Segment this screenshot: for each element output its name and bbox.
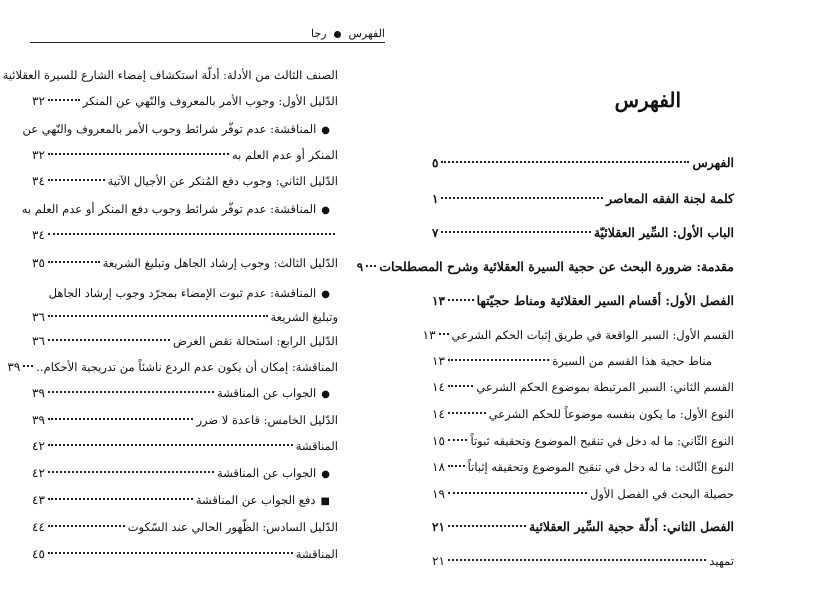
dot-leader bbox=[48, 498, 193, 500]
toc-page-number: ١٤ bbox=[432, 407, 445, 421]
toc-entry-text: الفصل الثاني: أدلّة حجية السِّير العقلائية bbox=[528, 519, 734, 534]
toc-entry-text: النوع الثّاني: ما له دخل في تنقيح الموضوع وتحقيقه ثبوتاً bbox=[470, 434, 734, 448]
toc-entry-title bbox=[477, 292, 734, 310]
toc-entry-title bbox=[296, 437, 338, 455]
toc-page-number: ٤٢ bbox=[32, 466, 45, 480]
dot-leader bbox=[48, 339, 170, 341]
dot-leader bbox=[48, 179, 105, 181]
round-bullet-icon: ● bbox=[321, 469, 330, 480]
toc-entry[interactable] bbox=[32, 437, 338, 455]
dot-leader bbox=[48, 233, 335, 235]
toc-page-number: ٣٦ bbox=[32, 334, 45, 348]
toc-entry-text: الصنف الثالث من الأدلة: أدلّة استكشاف إمضاء الشارع للسيرة العقلائية bbox=[2, 68, 338, 82]
round-bullet-icon: ● bbox=[321, 289, 330, 300]
toc-entry-title bbox=[232, 146, 338, 164]
toc-entry-text: تمهيد bbox=[709, 554, 734, 568]
toc-entry-text: المناقشة: عدم توفّر شرائط وجوب الأمر بالمعروف والنّهي عن bbox=[22, 122, 317, 136]
toc-page-number: ١٣ bbox=[432, 294, 445, 308]
toc-entry-text: المناقشة bbox=[295, 439, 338, 453]
dot-leader bbox=[48, 261, 100, 263]
dot-leader bbox=[448, 492, 587, 494]
toc-page-number: ١٥ bbox=[432, 434, 445, 448]
toc-entry-text: الدّليل الثاني: وجوب دفع المُنكر عن الأجيال الآتية bbox=[107, 174, 338, 188]
toc-entry-text: الفصل الأول: أقسام السير العقلائية ومناط حجيّتها bbox=[476, 293, 734, 308]
round-bullet-icon: ● bbox=[321, 125, 330, 136]
toc-entry-text: القسم الثاني: السير المرتبطة بموضوع الحكم الشرعي bbox=[476, 380, 734, 394]
toc-entry[interactable] bbox=[2, 66, 338, 84]
toc-entry-text: كلمة لجنة الفقه المعاصر bbox=[606, 191, 734, 206]
toc-entry[interactable] bbox=[432, 292, 734, 310]
toc-page-number: ٤٤ bbox=[32, 520, 45, 534]
toc-entry-title bbox=[196, 491, 330, 511]
dot-leader bbox=[48, 525, 125, 527]
toc-entry-text: الباب الأول: السِّير العقلائيّة bbox=[593, 225, 734, 240]
toc-entry[interactable] bbox=[432, 485, 734, 503]
toc-entry-text: دفع الجواب عن المناقشة bbox=[195, 493, 316, 507]
toc-entry-title bbox=[128, 518, 338, 536]
toc-entry-title bbox=[217, 464, 330, 484]
header-author: رجا bbox=[310, 27, 327, 40]
header-dot-icon bbox=[334, 31, 341, 38]
toc-entry[interactable] bbox=[356, 258, 734, 276]
toc-entry[interactable] bbox=[432, 518, 734, 536]
dot-leader bbox=[448, 412, 486, 414]
toc-page-number: ١٤ bbox=[432, 380, 445, 394]
toc-entry[interactable] bbox=[32, 464, 330, 484]
toc-page-number: ٣٩ bbox=[32, 413, 45, 427]
toc-entry-title bbox=[271, 308, 339, 326]
toc-entry[interactable] bbox=[32, 92, 338, 110]
toc-entry-title bbox=[3, 66, 338, 84]
toc-entry[interactable] bbox=[32, 411, 338, 429]
toc-entry-text: المناقشة: عدم توفّر شرائط وجوب دفع المنكر أو عدم العلم به bbox=[21, 202, 317, 216]
square-bullet-icon: ■ bbox=[320, 496, 330, 507]
toc-entry[interactable] bbox=[432, 352, 712, 370]
toc-page-number: ١٩ bbox=[432, 487, 445, 501]
toc-entry-text: النوع الأول: ما يكون بنفسه موضوعاً للحكم الشرعي bbox=[488, 407, 734, 421]
toc-entry-text: الفهرس bbox=[692, 155, 734, 170]
toc-entry-title bbox=[36, 358, 338, 376]
toc-entry-title bbox=[590, 485, 734, 503]
toc-entry-title bbox=[709, 552, 734, 570]
toc-entry-text: المناقشة: عدم ثبوت الإمضاء بمجرّد وجوب إرشاد الجاهل bbox=[48, 286, 317, 300]
toc-entry[interactable] bbox=[432, 552, 734, 570]
toc-entry-title bbox=[552, 352, 712, 370]
toc-entry-text: الدّليل الأول: وجوب الأمر بالمعروف والنّهي عن المنكر bbox=[82, 94, 338, 108]
toc-entry[interactable] bbox=[32, 254, 338, 272]
toc-entry-text: المنكر أو عدم العلم به bbox=[232, 148, 338, 162]
toc-page-number: ٤٥ bbox=[32, 547, 45, 561]
toc-entry-title bbox=[103, 254, 338, 272]
toc-entry-text: الدّليل الخامس: قاعدة لا ضرر bbox=[196, 413, 338, 427]
right-page bbox=[356, 0, 814, 601]
toc-entry[interactable] bbox=[22, 120, 330, 140]
dot-leader bbox=[366, 265, 376, 267]
toc-entry[interactable] bbox=[32, 284, 330, 304]
dot-leader bbox=[448, 299, 474, 301]
dot-leader bbox=[448, 465, 465, 467]
round-bullet-icon: ● bbox=[321, 205, 330, 216]
toc-page-number: ٥ bbox=[432, 156, 439, 170]
toc-entry-continuation[interactable] bbox=[32, 308, 338, 326]
toc-entry-title bbox=[692, 154, 734, 172]
toc-page-number: ٤٢ bbox=[32, 439, 45, 453]
toc-entry-title bbox=[108, 172, 338, 190]
toc-entry[interactable] bbox=[21, 200, 330, 220]
toc-entry-title bbox=[49, 284, 330, 304]
toc-entry[interactable] bbox=[32, 518, 338, 536]
toc-entry[interactable] bbox=[432, 458, 734, 476]
toc-page-number: ٤٣ bbox=[32, 493, 45, 507]
toc-page-number: ١٣ bbox=[432, 354, 445, 368]
toc-entry[interactable] bbox=[32, 172, 338, 190]
dot-leader bbox=[441, 231, 590, 233]
toc-page-number: ٣٤ bbox=[32, 228, 45, 242]
toc-entry-text: الدّليل الرابع: استحالة نقض الغرض bbox=[173, 334, 338, 348]
toc-entry-continuation[interactable] bbox=[32, 226, 338, 244]
toc-entry-title bbox=[606, 190, 734, 208]
toc-page-number: ٣٢ bbox=[32, 148, 45, 162]
toc-entry[interactable] bbox=[32, 491, 330, 511]
toc-entry-title bbox=[452, 326, 734, 344]
dot-leader bbox=[439, 333, 449, 335]
dot-leader bbox=[48, 444, 293, 446]
toc-page-number: ٢١ bbox=[432, 554, 445, 568]
toc-page-number: ٣٤ bbox=[32, 174, 45, 188]
toc-page-number: ٣٩ bbox=[7, 360, 21, 374]
toc-entry-title bbox=[470, 432, 734, 450]
toc-entry-text: القسم الأول: السير الواقعة في طريق إثبات الحكم الشرعي bbox=[451, 328, 734, 342]
toc-page-number: ٣٥ bbox=[32, 256, 45, 270]
round-bullet-icon: ● bbox=[321, 389, 330, 400]
dot-leader bbox=[48, 315, 268, 317]
toc-entry-title bbox=[22, 200, 330, 220]
toc-entry[interactable] bbox=[7, 358, 338, 376]
toc-entry[interactable] bbox=[432, 154, 734, 172]
toc-entry[interactable] bbox=[432, 405, 734, 423]
toc-entry-text: وتبليغ الشريعة bbox=[270, 310, 338, 324]
toc-entry[interactable] bbox=[32, 332, 338, 350]
toc-entry[interactable] bbox=[432, 432, 734, 450]
dot-leader bbox=[48, 391, 214, 393]
toc-entry-text: مقدمة: ضرورة البحث عن حجية السيرة العقلائية وشرح المصطلحات bbox=[379, 259, 734, 274]
toc-entry[interactable] bbox=[432, 378, 734, 396]
toc-entry-title bbox=[476, 378, 734, 396]
dot-leader bbox=[448, 359, 549, 361]
toc-entry-text: الجواب عن المناقشة bbox=[217, 386, 317, 400]
toc-page-number: ٢١ bbox=[432, 520, 445, 534]
toc-entry-text: الدّليل الثالث: وجوب إرشاد الجاهل وتبليغ الشريعة bbox=[102, 256, 338, 270]
toc-entry-text: الدّليل السادس: الظّهور الحالي عند السّكوت bbox=[127, 520, 338, 534]
toc-entry-title bbox=[196, 411, 338, 429]
toc-entry-title bbox=[296, 545, 338, 563]
toc-entry-text: مناط حجية هذا القسم من السيرة bbox=[552, 354, 712, 368]
dot-leader bbox=[48, 418, 194, 420]
dot-leader bbox=[441, 197, 603, 199]
toc-entry-title bbox=[173, 332, 338, 350]
dot-leader bbox=[448, 385, 473, 387]
toc-page-number: ١٨ bbox=[432, 460, 445, 474]
toc-page-number: ١ bbox=[432, 192, 439, 206]
toc-entry-title bbox=[529, 518, 734, 536]
toc-entry-title bbox=[83, 92, 338, 110]
dot-leader bbox=[448, 525, 526, 527]
toc-entry-continuation[interactable] bbox=[32, 146, 338, 164]
toc-entry[interactable] bbox=[432, 224, 734, 242]
toc-entry-title bbox=[594, 224, 734, 242]
dot-leader bbox=[48, 471, 214, 473]
toc-page-number: ٧ bbox=[432, 226, 439, 240]
toc-page-number: ٣٩ bbox=[32, 386, 45, 400]
dot-leader bbox=[48, 153, 229, 155]
toc-entry-text: حصيلة البحث في الفصل الأول bbox=[590, 487, 734, 501]
toc-entry-title bbox=[468, 458, 734, 476]
toc-entry[interactable] bbox=[422, 326, 734, 344]
dot-leader bbox=[48, 552, 293, 554]
toc-entry-text: المناقشة: إمكان أن يكون عدم الردع ناشئاً من تدريجية الأحكام.. bbox=[36, 360, 338, 374]
dot-leader bbox=[441, 161, 689, 163]
running-header bbox=[30, 26, 385, 43]
toc-page-number: ٣٦ bbox=[32, 310, 45, 324]
toc-entry-title bbox=[489, 405, 734, 423]
toc-entry-title bbox=[217, 384, 330, 404]
toc-entry-text: الجواب عن المناقشة bbox=[217, 466, 317, 480]
toc-page-number: ٣٢ bbox=[32, 94, 45, 108]
toc-page-number: ١٣ bbox=[422, 328, 436, 342]
header-title: الفهرس bbox=[348, 27, 385, 40]
dot-leader bbox=[48, 99, 80, 101]
dot-leader bbox=[23, 365, 33, 367]
dot-leader bbox=[448, 439, 468, 441]
toc-entry-title bbox=[379, 258, 734, 276]
page-title: الفهرس bbox=[614, 88, 681, 112]
toc-entry-text: النوع الثّالث: ما له دخل في تنقيح الموضوع وتحقيقه إثباتاً bbox=[467, 460, 734, 474]
toc-entry[interactable] bbox=[32, 545, 338, 563]
toc-entry-title bbox=[22, 120, 330, 140]
toc-entry[interactable] bbox=[432, 190, 734, 208]
toc-entry[interactable] bbox=[32, 384, 330, 404]
toc-page-number: ٩ bbox=[356, 260, 364, 274]
dot-leader bbox=[448, 559, 706, 561]
toc-entry-text: المناقشة bbox=[295, 547, 338, 561]
